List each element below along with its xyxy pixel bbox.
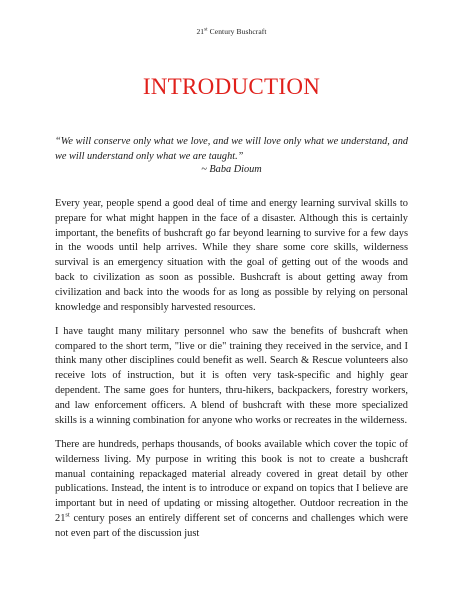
paragraph-3-text-b: century poses an entirely different set of concerns and challenges which were not even part of the discussion just — [55, 512, 408, 539]
paragraph-2: I have taught many military personnel who saw the benefits of bushcraft when compared to the short term, "live or die" training they received in the service, and I think many other disciplines could benefit as well. Search & Rescue volunteers also receive lots of instruction, but it is often very task-specific and highly gear dependent. The same goes for hunters, thru-hikers, backpackers, forestry workers, and law enforcement officers. A blend of bushcraft with these more specialized skills is a winning combination for anyone who works or recreates in the wilderness. — [55, 325, 408, 426]
paragraph-1: Every year, people spend a good deal of time and energy learning survival skills to prepare for what might happen in the face of a disaster. Although this is certainly important, the benefits of bushcraft go far beyond learning to survive for a few days in the woods until help arrives. While they share some core skills, wilderness survival is an emergency situation with the goal of getting out of the woods and back to civilization as soon as possible. Bushcraft is about getting away from civilization and back into the woods for as long as possible by relying on personal knowledge and responsibly harvested resources. — [55, 198, 408, 313]
running-header — [0, 27, 463, 36]
paragraph-3 — [55, 438, 408, 542]
running-header-superscript: st — [204, 27, 208, 33]
paragraph-3-text-a: There are hundreds, perhaps thousands, of books available which cover the topic of wilderness living. My purpose in writing this book is not to create a bushcraft manual containing repackaged material already covered in great detail by other publications. Instead, the intent is to introduce or expand on topics that I believe are important but in need of updating or missing altogether. Outdoor recreation in the 21 — [55, 438, 408, 524]
paragraph-3-superscript: st — [65, 511, 70, 519]
running-header-suffix: Century Bushcraft — [207, 27, 267, 36]
body-text — [55, 197, 408, 551]
chapter-title: INTRODUCTION — [142, 74, 321, 99]
epigraph-attribution: ~ Baba Dioum — [201, 164, 262, 175]
epigraph-quote: “We will conserve only what we love, and we will love only what we understand, and we will understand only what we are taught.” — [55, 136, 408, 162]
running-header-prefix: 21 — [196, 27, 205, 36]
